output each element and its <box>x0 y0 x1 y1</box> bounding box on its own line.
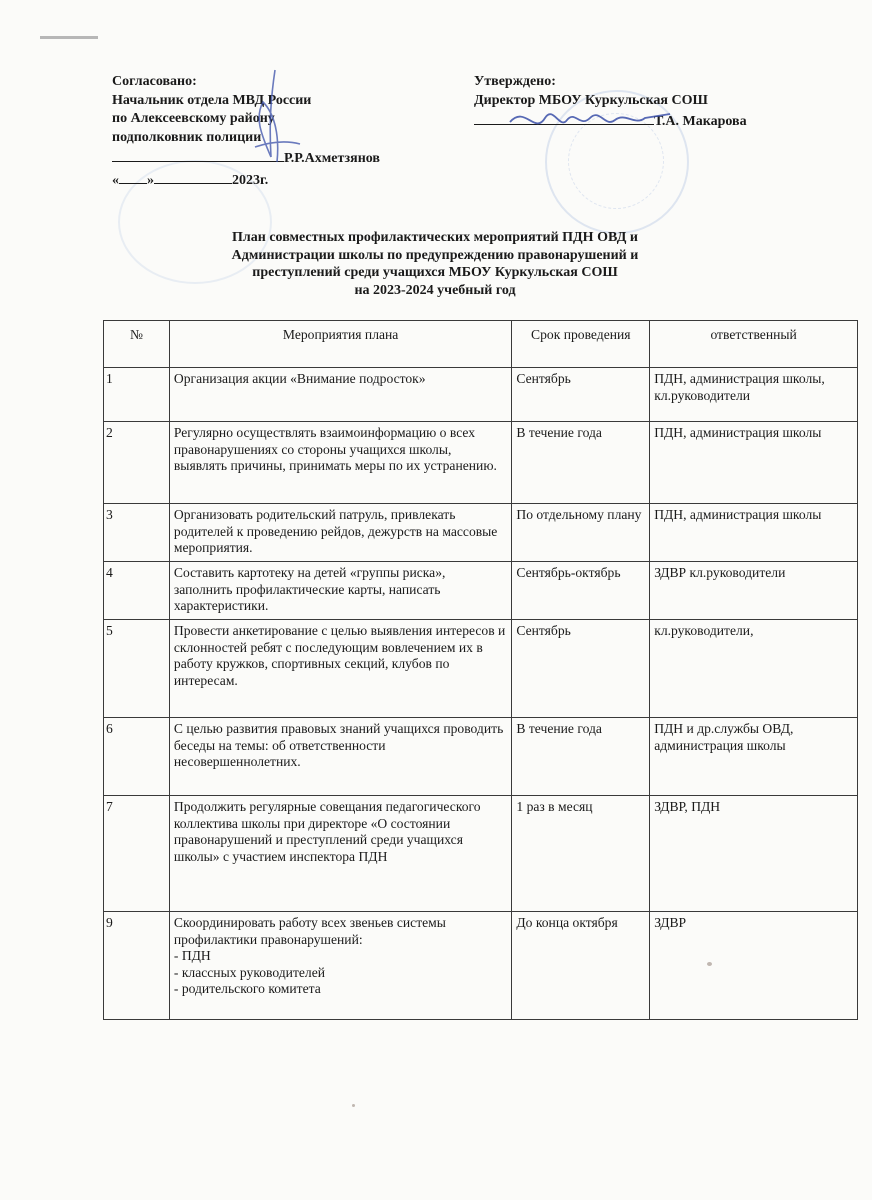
row-responsible: ПДН, администрация школы <box>650 504 858 562</box>
row-event: Организация акции «Внимание подросток» <box>169 368 511 422</box>
table-row <box>104 718 858 796</box>
approval-left-district: по Алексеевскому району <box>112 111 275 126</box>
table-row <box>104 796 858 912</box>
approval-right-name: Т.А. Макарова <box>654 114 747 129</box>
row-event: Провести анкетирование с целью выявления интересов и склонностей ребят с последующим вовлечением их в работу кружков, спортивных секций, клубов по интересам. <box>169 620 511 718</box>
row-event: Регулярно осуществлять взаимоинформацию о всех правонарушениях со стороны учащихся школы, выявлять причины, принимать меры по их устранению. <box>169 422 511 504</box>
table-row <box>104 912 858 1020</box>
approval-left-name: Р.Р.Ахметзянов <box>284 151 380 166</box>
table-row <box>104 504 858 562</box>
approval-right-heading: Утверждено: <box>474 74 556 89</box>
scan-mark <box>40 36 98 39</box>
table-row <box>104 620 858 718</box>
row-num: 4 <box>104 562 170 620</box>
row-event: Организовать родительский патруль, привлекать родителей к проведению рейдов, дежурств на массовые мероприятия. <box>169 504 511 562</box>
plan-table <box>103 320 858 1020</box>
header-term: Срок проведения <box>512 321 650 368</box>
row-num: 7 <box>104 796 170 912</box>
header-responsible: ответственный <box>650 321 858 368</box>
row-event-item: - классных руководителей <box>173 964 326 980</box>
row-term: Сентябрь <box>512 368 650 422</box>
document-title <box>150 229 720 299</box>
row-responsible: ПДН, администрация школы <box>650 422 858 504</box>
row-term: По отдельному плану <box>512 504 650 562</box>
row-responsible: ЗДВР, ПДН <box>650 796 858 912</box>
table-header-row <box>104 321 858 368</box>
row-event-item: - родительского комитета <box>173 981 321 996</box>
row-responsible: ПДН и др.службы ОВД, администрация школы <box>650 718 858 796</box>
row-num: 5 <box>104 620 170 718</box>
row-event: Продолжить регулярные совещания педагогического коллектива школы при директоре «О состоянии правонарушений и преступлений среди учащихся школы» с участием инспектора ПДН <box>169 796 511 912</box>
approval-right-position: Директор МБОУ Куркульская СОШ <box>474 92 708 108</box>
row-responsible: кл.руководители, <box>650 620 858 718</box>
row-event: С целью развития правовых знаний учащихся проводить беседы на темы: об ответственности несовершеннолетних. <box>169 718 511 796</box>
row-term: В течение года <box>512 718 650 796</box>
row-term: До конца октября <box>512 912 650 1020</box>
table-row <box>104 368 858 422</box>
header-num: № <box>104 321 170 368</box>
title-line-4: на 2023-2024 учебный год <box>354 282 516 298</box>
title-line-3: преступлений среди учащихся МБОУ Куркульская СОШ <box>252 265 618 280</box>
row-event-item: - ПДН <box>173 948 211 963</box>
table-row <box>104 422 858 504</box>
approval-left-heading: Согласовано: <box>112 74 197 89</box>
title-line-2: Администрации школы по предупреждению правонарушений и <box>231 247 639 263</box>
row-num: 6 <box>104 718 170 796</box>
row-event: Составить картотеку на детей «группы риска», заполнить профилактические карты, написать характеристики. <box>169 562 511 620</box>
approval-left-position: Начальник отдела МВД России <box>112 92 312 108</box>
approval-left-date: « » 2023г. <box>112 169 432 191</box>
row-num: 2 <box>104 422 170 504</box>
scan-speck <box>352 1104 355 1107</box>
row-responsible: ЗДВР кл.руководители <box>650 562 858 620</box>
scan-speck <box>707 962 712 966</box>
row-event-intro: Скоординировать работу всех звеньев системы профилактики правонарушений: <box>173 915 446 947</box>
row-term: Сентябрь-октябрь <box>512 562 650 620</box>
signature-icon <box>225 62 315 182</box>
title-line-1: План совместных профилактических мероприятий ПДН ОВД и <box>232 230 638 245</box>
row-event <box>169 912 511 1020</box>
row-num: 9 <box>104 912 170 1020</box>
row-term: Сентябрь <box>512 620 650 718</box>
row-responsible: ЗДВР <box>650 912 858 1020</box>
row-num: 3 <box>104 504 170 562</box>
table-row <box>104 562 858 620</box>
row-responsible: ПДН, администрация школы, кл.руководители <box>650 368 858 422</box>
signature-icon <box>505 100 675 140</box>
row-num: 1 <box>104 368 170 422</box>
row-term: В течение года <box>512 422 650 504</box>
row-term: 1 раз в месяц <box>512 796 650 912</box>
approval-left-rank: подполковник полиции <box>112 129 262 145</box>
header-event: Мероприятия плана <box>169 321 511 368</box>
